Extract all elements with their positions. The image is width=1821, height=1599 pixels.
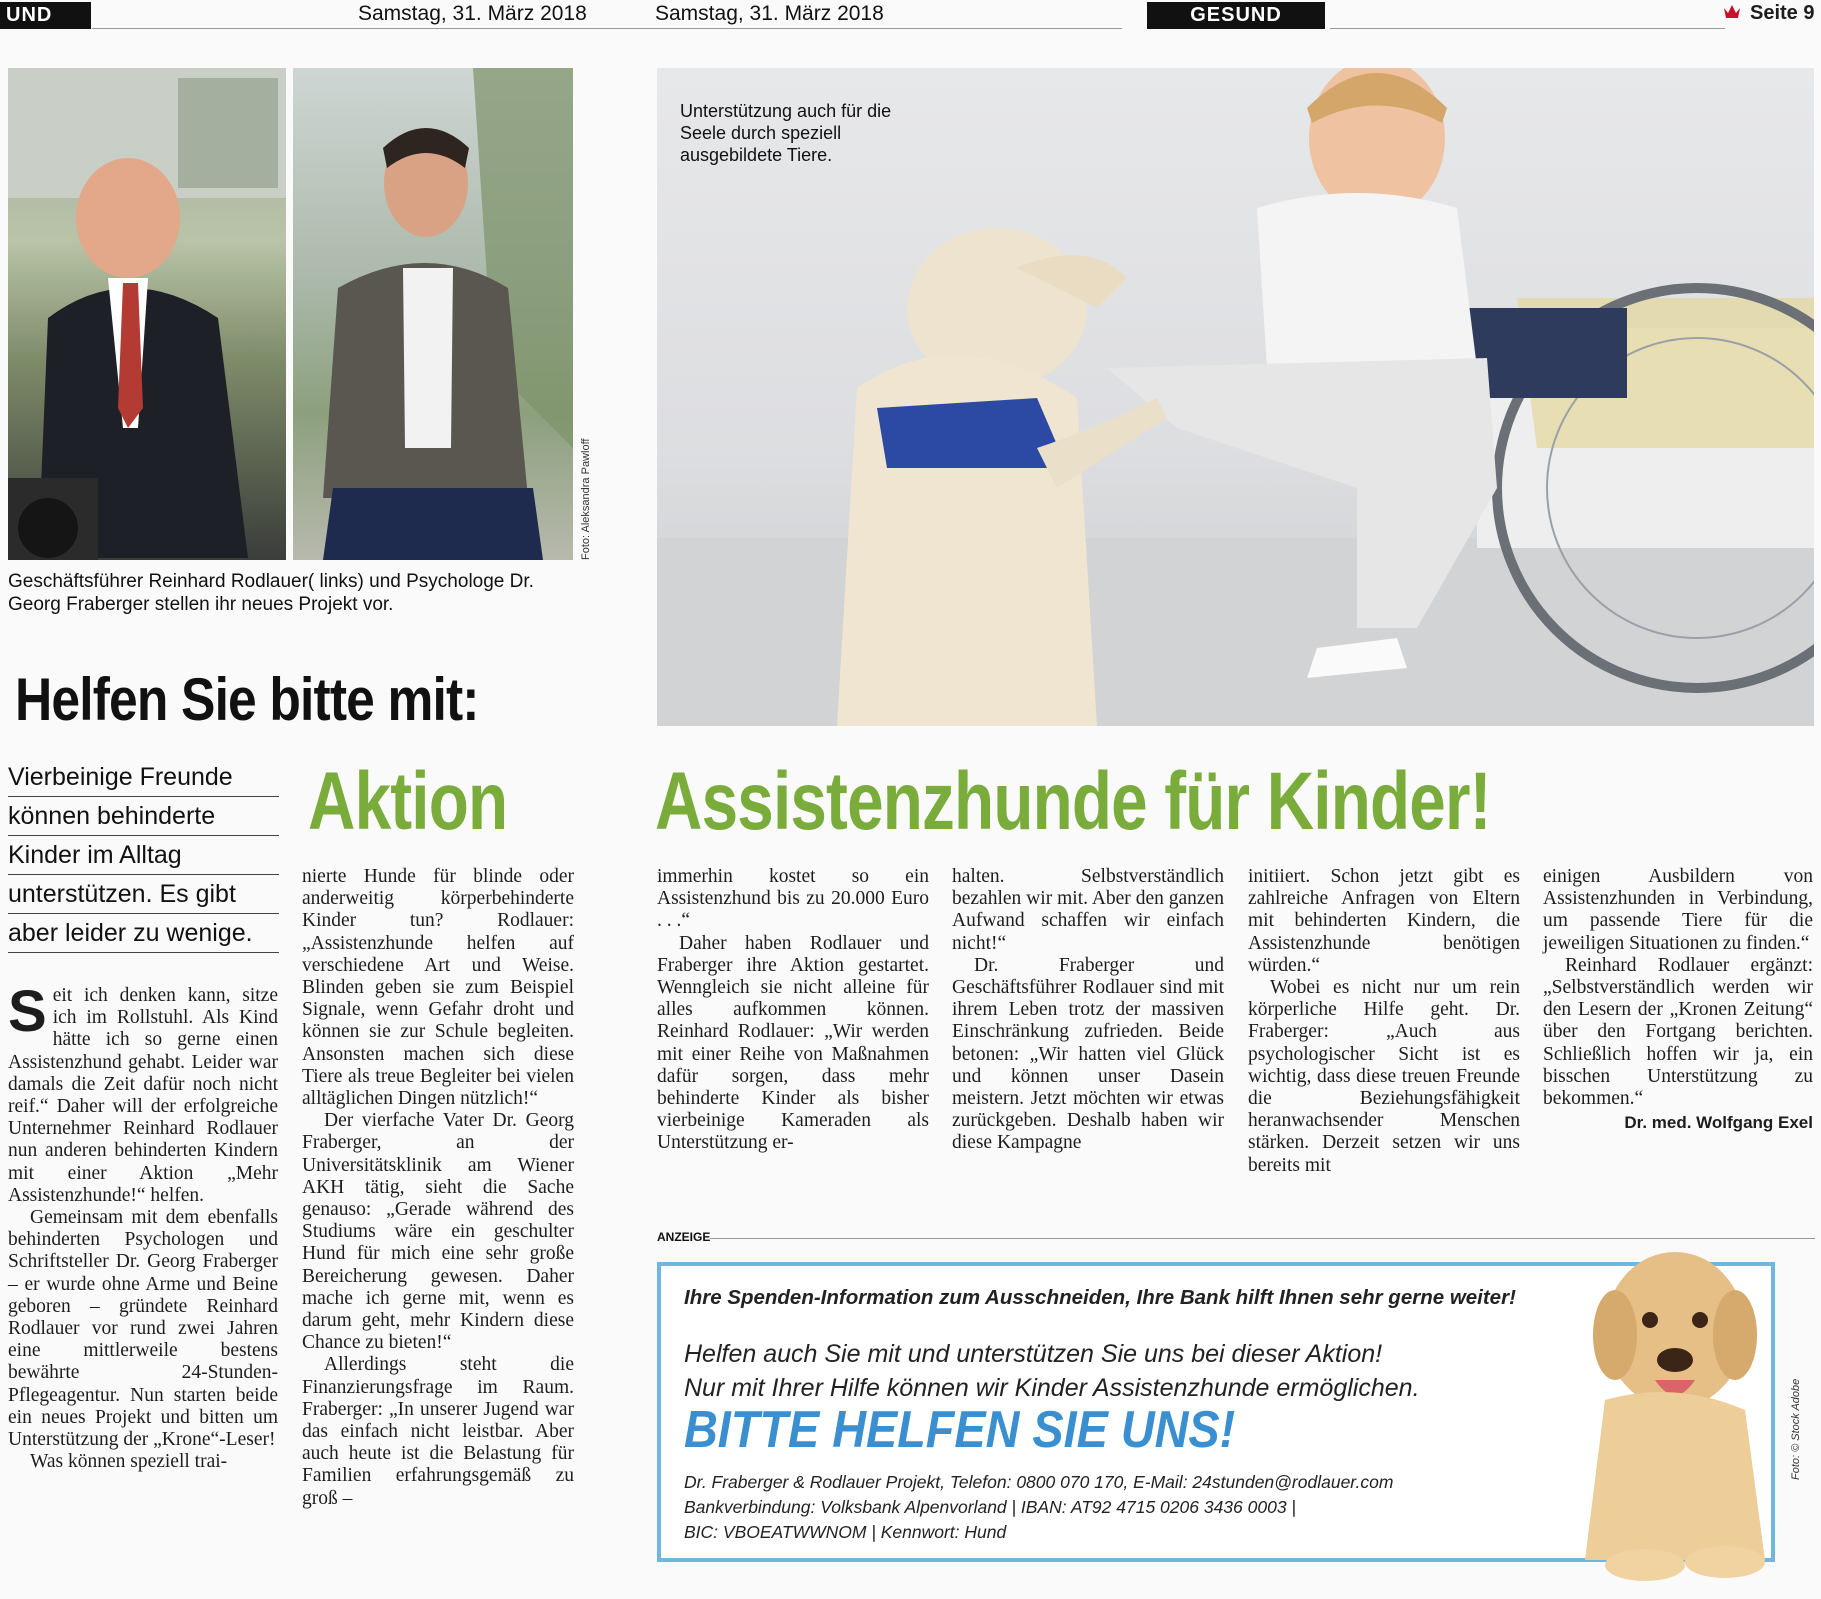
ad-bank: Bankverbindung: Volksbank Alpenvorland | IBAN: AT92 4715 0206 3436 0003 | [684, 1497, 1296, 1517]
teaser-line: Kinder im Alltag [8, 836, 279, 875]
date-left: Samstag, 31. März 2018 [358, 2, 587, 25]
ad-label: ANZEIGE [657, 1230, 711, 1244]
ad-photo-credit: Foto: © Stock Adobe [1790, 1378, 1802, 1480]
article-column-3: immerhin kostet so ein Assistenzhund bis zu 20.000 Euro . . .“ Daher haben Rodlauer und Fraberger ihre Aktion gestartet. Wenngleich sie nicht alleine für alles aufkommen können. Reinhard Rodlauer: „Wir werden mit einer Reihe von Maßnahmen dafür sorgen, dass mehr behinderte Kinder als bisher vierbeinige Kameraden als Unterstützung er- [657, 866, 929, 1154]
article-column-4: halten. Selbstverständlich bezahlen wir mit. Aber den ganzen Aufwand schaffen wir einfach nicht!“ Dr. Fraberger und Geschäftsführer Rodlauer sind mit ihrem Leben trotz der massiven Einschränkung zufrieden. Beide betonen: „Wir hatten viel Glück und können unser Dasein meistern. Jetzt möchten wir etwas zurückgeben. Deshalb haben wir diese Kampagne [952, 866, 1224, 1154]
article-column-2: nierte Hunde für blinde oder anderweitig körperbehinderte Kinder tun? Rodlauer: „Assistenzhunde helfen auf verschiedene Art und Weise. Blinden geben sie zum Beispiel Signale, wenn Gefahr droht und können sie zur Schule begleiten. Ansonsten machen sich diese Tiere als treue Begleiter bei vielen alltäglichen Dingen nützlich!“ Der vierfache Vater Dr. Georg Fraberger, an der Universitätsklinik am Wiener AKH tätig, sieht die Sache genauso: „Gerade während des Studiums wäre ein geschulter Hund für mich eine sehr große Bereicherung gewesen. Daher mache ich gerne mit, wenn es darum geht, mehr Kindern diese Chance zu bieten!“ Allerdings steht die Finanzierungsfrage im Raum. Fraberger: „In unserer Jugend war das einfach nicht leistbar. Aber auch heute ist die Belastung für Familien erfahrungsgemäß zu groß – [302, 866, 574, 1509]
photo-caption-left: Geschäftsführer Reinhard Rodlauer( links) und Psychologe Dr. Georg Fraberger stellen ihr neues Projekt vor. [8, 571, 534, 615]
headline-green-left: Aktion [308, 756, 508, 847]
header-rule [92, 28, 1122, 29]
ad-rule [710, 1238, 1815, 1239]
article-column-1: Seit ich denken kann, sitze ich im Rollstuhl. Als Kind hätte ich so gerne einen Assistenzhund gehabt. Leider war damals die Zeit dafür noch nicht reif.“ Daher will der erfolgreiche Unternehmer Reinhard Rodlauer nun anderen behinderten Kindern mit einer Aktion „Mehr Assistenzhunde!“ helfen. Gemeinsam mit dem ebenfalls behinderten Psychologen und Schriftsteller Dr. Georg Fraberger – er wurde ohne Arme und Beine geboren – gründete Reinhard Rodlauer vor rund zwei Jahren eine mittlerweile bestens bewährte 24-Stunden-Pflegeagentur. Nun starten beide ein neues Projekt und bitten um Unterstützung der „Krone“-Leser! Was können speziell trai- [8, 979, 278, 1473]
article-column-5: initiiert. Schon jetzt gibt es zahlreiche Anfragen von Eltern mit behinderten Kindern, die Assistenzhunde benötigen würden.“ Wobei es nicht nur um rein körperliche Hilfe geht. Dr. Fraberger: „Auch aus psychologischer Sicht ist es wichtig, dass diese treuen Freunde die Beziehungsfähigkeit heranwachsender Menschen stärken. Derzeit setzen wir uns bereits mit [1248, 866, 1520, 1176]
teaser-line: können behinderte [8, 797, 279, 836]
article-column-6: einigen Ausbildern von Assistenzhunden in Verbindung, um passende Tiere für die jeweiligen Situationen zu finden.“ Reinhard Rodlauer ergänzt: „Selbstverständlich werden wir den Lesern der „Kronen Zeitung“ über den Fortgang berichten. Schließlich hoffen wir ja, ein bisschen Unterstützung zu bekommen.“ Dr. med. Wolfgang Exel [1543, 866, 1813, 1134]
ad-contact: Dr. Fraberger & Rodlauer Projekt, Telefon: 0800 070 170, E-Mail: 24stunden@rodlauer.com [684, 1472, 1394, 1492]
section-tab-left: UND [0, 2, 91, 29]
ad-dog-photo [1575, 1240, 1775, 1585]
teaser-line: unterstützen. Es gibt [8, 875, 279, 914]
drop-cap: S [8, 979, 47, 1044]
ad-line-2: Nur mit Ihrer Hilfe können wir Kinder Assistenzhunde ermöglichen. [684, 1374, 1420, 1402]
teaser-line: Vierbeinige Freunde [8, 758, 279, 797]
page-number: Seite 9 [1750, 2, 1815, 24]
headline-green-right: Assistenzhunde für Kinder! [655, 756, 1491, 847]
section-tab-right: GESUND [1147, 2, 1325, 29]
ad-cta: BITTE HELFEN SIE UNS! [684, 1401, 1236, 1459]
ad-title: Ihre Spenden-Information zum Ausschneiden, Ihre Bank hilft Ihnen sehr gerne weiter! [684, 1286, 1516, 1309]
photo-fraberger [293, 68, 573, 560]
teaser-line: aber leider zu wenige. [8, 914, 279, 953]
photo-credit-left: Foto: Aleksandra Pawloff [580, 438, 592, 560]
kicker-headline: Helfen Sie bitte mit: [15, 666, 479, 733]
photo-boy-with-dog [657, 68, 1814, 726]
ad-bic: BIC: VBOEATWWNOM | Kennwort: Hund [684, 1522, 1007, 1542]
header-rule-right [1330, 28, 1725, 29]
crown-icon [1722, 2, 1742, 24]
date-right: Samstag, 31. März 2018 [655, 2, 884, 25]
photo-rodlauer [8, 68, 286, 560]
main-photo-caption: Unterstützung auch für die Seele durch speziell ausgebildete Tiere. [680, 101, 892, 165]
ad-line-1: Helfen auch Sie mit und unterstützen Sie uns bei dieser Aktion! [684, 1340, 1383, 1368]
author-byline: Dr. med. Wolfgang Exel [1624, 1113, 1813, 1133]
